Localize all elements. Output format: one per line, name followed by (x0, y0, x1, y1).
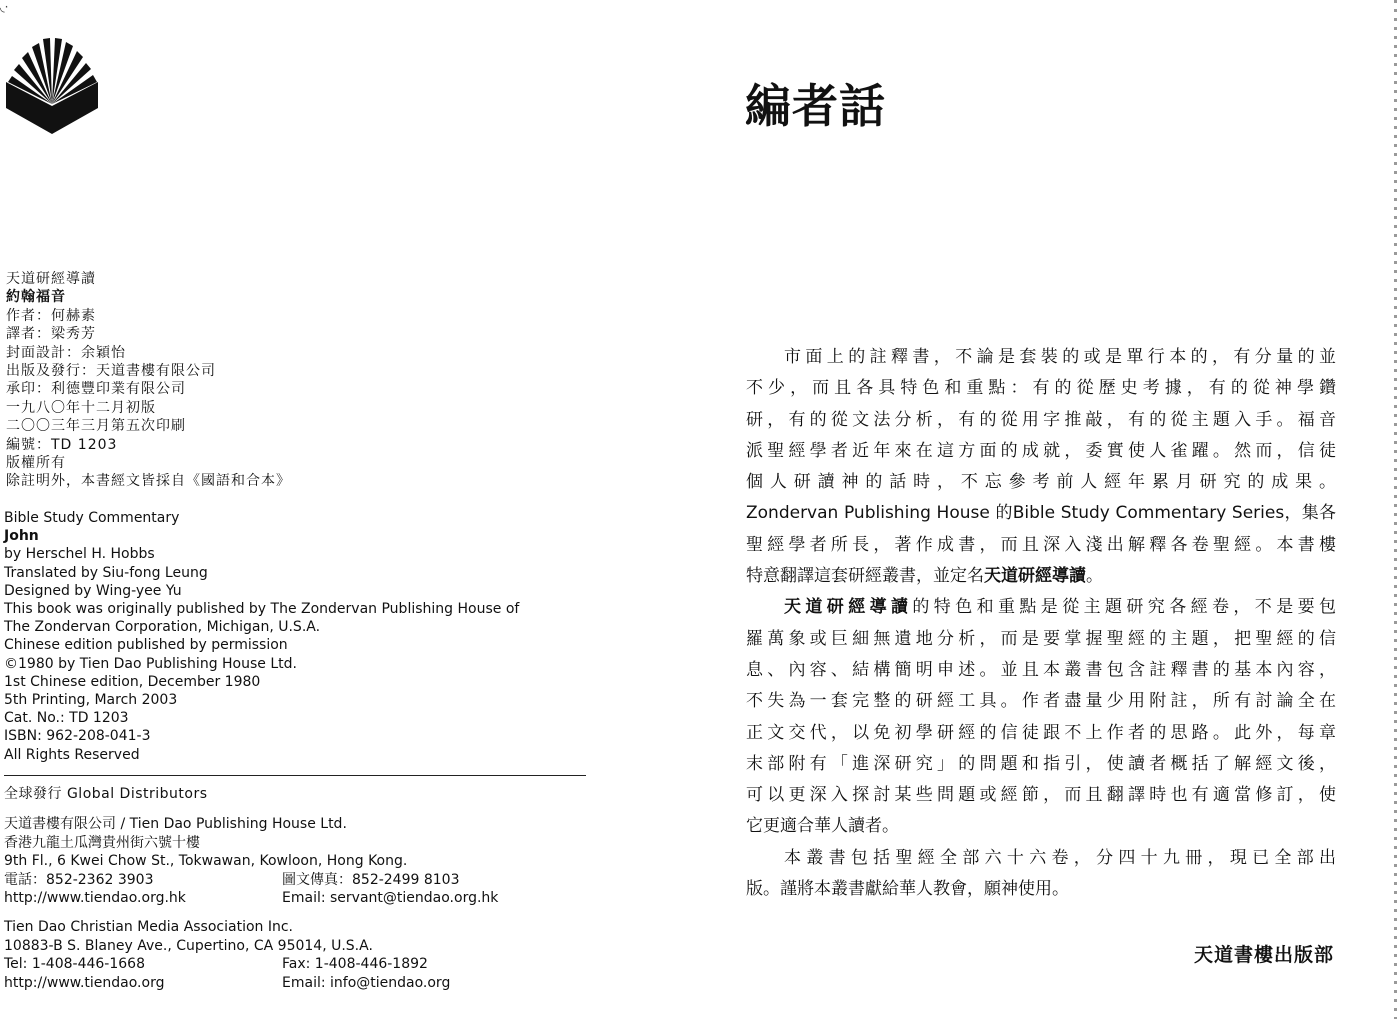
signature: 天道書樓出版部 (1193, 944, 1334, 966)
imprint-en-line: Translated by Siu-fong Leung (4, 564, 208, 581)
distributor-name: Tien Dao Christian Media Association Inc. (4, 918, 294, 935)
contact-row (4, 955, 604, 974)
distributor-email-link[interactable]: Email: servant@tiendao.org.hk (282, 890, 499, 907)
paragraph-line: 不少，而且各具特色和重點：有的從歷史考據，有的從神學鑽 (746, 378, 1336, 399)
contact-row (4, 889, 604, 908)
paragraph-line (746, 561, 1336, 592)
paragraph-line: 息、內容、結構簡明申述。並且本叢書包含註釋書的基本內容， (746, 659, 1336, 680)
imprint-cn-line: 出版及發行：天道書樓有限公司 (6, 363, 216, 380)
distributor-address: 10883-B S. Blaney Ave., Cupertino, CA 95014, U.S.A. (4, 937, 373, 954)
series-name: 天道研經導讀 (784, 597, 913, 618)
imprint-en-line: John (4, 528, 39, 545)
imprint-en-line: Bible Study Commentary (4, 510, 180, 526)
contact-row (4, 974, 604, 993)
imprint-en-line: This book was originally published by The Zondervan Publishing House of (4, 601, 520, 618)
editor-note-body (746, 342, 1336, 905)
imprint-en-line: Chinese edition published by permission (4, 637, 288, 654)
distributor-address: 9th Fl., 6 Kwei Chow St., Tokwawan, Kowloon, Hong Kong. (4, 853, 408, 870)
distributor-hong-kong (4, 815, 604, 908)
paragraph-line: 末部附有「進深研究」的問題和指引，使讀者概括了解經文後， (746, 753, 1336, 774)
imprint-en-line: Cat. No.: TD 1203 (4, 710, 129, 727)
paragraph-line: 版。謹將本叢書獻給華人教會，願神使用。 (746, 879, 1069, 900)
chinese-imprint (6, 270, 566, 491)
paragraph-line: 它更適合華人讀者。 (746, 816, 899, 837)
paragraph-line: 不失為一套完整的研經工具。作者盡量少用附註，所有討論全在 (746, 691, 1336, 712)
imprint-cn-line: 約翰福音 (6, 289, 66, 306)
paragraph-line: 派聖經學者近年來在這方面的成就，委實使人雀躍。然而，信徒 (746, 440, 1336, 461)
imprint-cn-line: 版權所有 (6, 455, 66, 472)
distributor-address-cn: 香港九龍土瓜灣貴州街六號十樓 (4, 834, 200, 851)
distributor-phone: Tel: 1-408-446-1668 (4, 956, 145, 973)
imprint-en-line: ©1980 by Tien Dao Publishing House Ltd. (4, 655, 297, 672)
right-page (700, 0, 1400, 1019)
imprint-cn-line: 一九八〇年十二月初版 (6, 399, 156, 416)
page-title: 編者話 (745, 79, 886, 133)
imprint-en-line: 1st Chinese edition, December 1980 (4, 673, 261, 690)
paragraph-line: 本叢書包括聖經全部六十六卷，分四十九冊，現已全部出 (784, 847, 1336, 868)
paragraph-line: Zondervan Publishing House 的Bible Study Commentary Series，集各 (746, 503, 1336, 524)
distributor-name: 天道書樓有限公司 / Tien Dao Publishing House Ltd. (4, 816, 347, 832)
paragraph-line: 可以更深入探討某些問題或經節，而且翻譯時也有適當修訂，使 (746, 785, 1336, 806)
distributor-fax: 圖文傳真：852-2499 8103 (282, 871, 460, 888)
distributors-heading: 全球發行 Global Distributors (4, 786, 208, 802)
imprint-en-line: Designed by Wing-yee Yu (4, 582, 182, 599)
text-run: 。 (1086, 566, 1103, 587)
imprint-en-line: by Herschel H. Hobbs (4, 546, 155, 563)
imprint-cn-line: 編號：TD 1203 (6, 436, 118, 453)
scan-corner-mark: ◟· (0, 0, 9, 14)
publisher-logo-icon (6, 30, 98, 134)
distributor-usa (4, 918, 604, 992)
imprint-cn-line: 天道研經導讀 (6, 271, 96, 287)
text-run: 特意翻譯這套研經叢書，並定名 (746, 566, 984, 587)
imprint-en-line: All Rights Reserved (4, 746, 140, 763)
imprint-en-line: The Zondervan Corporation, Michigan, U.S.A. (4, 619, 321, 636)
distributor-website-link[interactable]: http://www.tiendao.org.hk (4, 890, 186, 907)
imprint-cn-line: 作者：何赫素 (6, 307, 96, 324)
global-distributors (4, 785, 604, 1002)
distributor-website-link[interactable]: http://www.tiendao.org (4, 974, 165, 991)
imprint-en-line: ISBN: 962-208-041-3 (4, 728, 151, 745)
contact-row (4, 871, 604, 890)
imprint-cn-line: 二〇〇三年三月第五次印刷 (6, 418, 186, 435)
imprint-divider (4, 775, 586, 776)
distributor-fax: Fax: 1-408-446-1892 (282, 956, 428, 973)
paragraph-line (746, 592, 1336, 623)
series-name: 天道研經導讀 (984, 566, 1086, 587)
paragraph-line: 羅萬象或巨細無遺地分析，而是要掌握聖經的主題，把聖經的信 (746, 628, 1336, 649)
paragraph-line: 聖經學者所長，著作成書，而且深入淺出解釋各卷聖經。本書樓 (746, 534, 1336, 555)
paragraph-line: 研，有的從文法分析，有的從用字推敲，有的從主題入手。福音 (746, 409, 1336, 430)
distributor-email-link[interactable]: Email: info@tiendao.org (282, 974, 451, 991)
paragraph-line: 市面上的註釋書，不論是套裝的或是單行本的，有分量的並 (784, 347, 1336, 367)
imprint-cn-line: 譯者：梁秀芳 (6, 326, 96, 343)
imprint-en-line: 5th Printing, March 2003 (4, 692, 178, 709)
imprint-cn-line: 封面設計：余穎怡 (6, 344, 126, 361)
paragraph-line: 個人研讀神的話時，不忘參考前人經年累月研究的成果。 (746, 472, 1336, 493)
text-run: 的特色和重點是從主題研究各經卷，不是要包 (912, 597, 1337, 618)
imprint-cn-line: 除註明外，本書經文皆採自《國語和合本》 (6, 473, 291, 490)
scan-edge-marks (1394, 0, 1397, 1019)
english-imprint (4, 509, 594, 764)
paragraph-line: 正文交代，以免初學研經的信徒跟不上作者的思路。此外，每章 (746, 722, 1336, 743)
imprint-cn-line: 承印：利德豐印業有限公司 (6, 381, 186, 398)
distributor-phone: 電話：852-2362 3903 (4, 871, 154, 888)
